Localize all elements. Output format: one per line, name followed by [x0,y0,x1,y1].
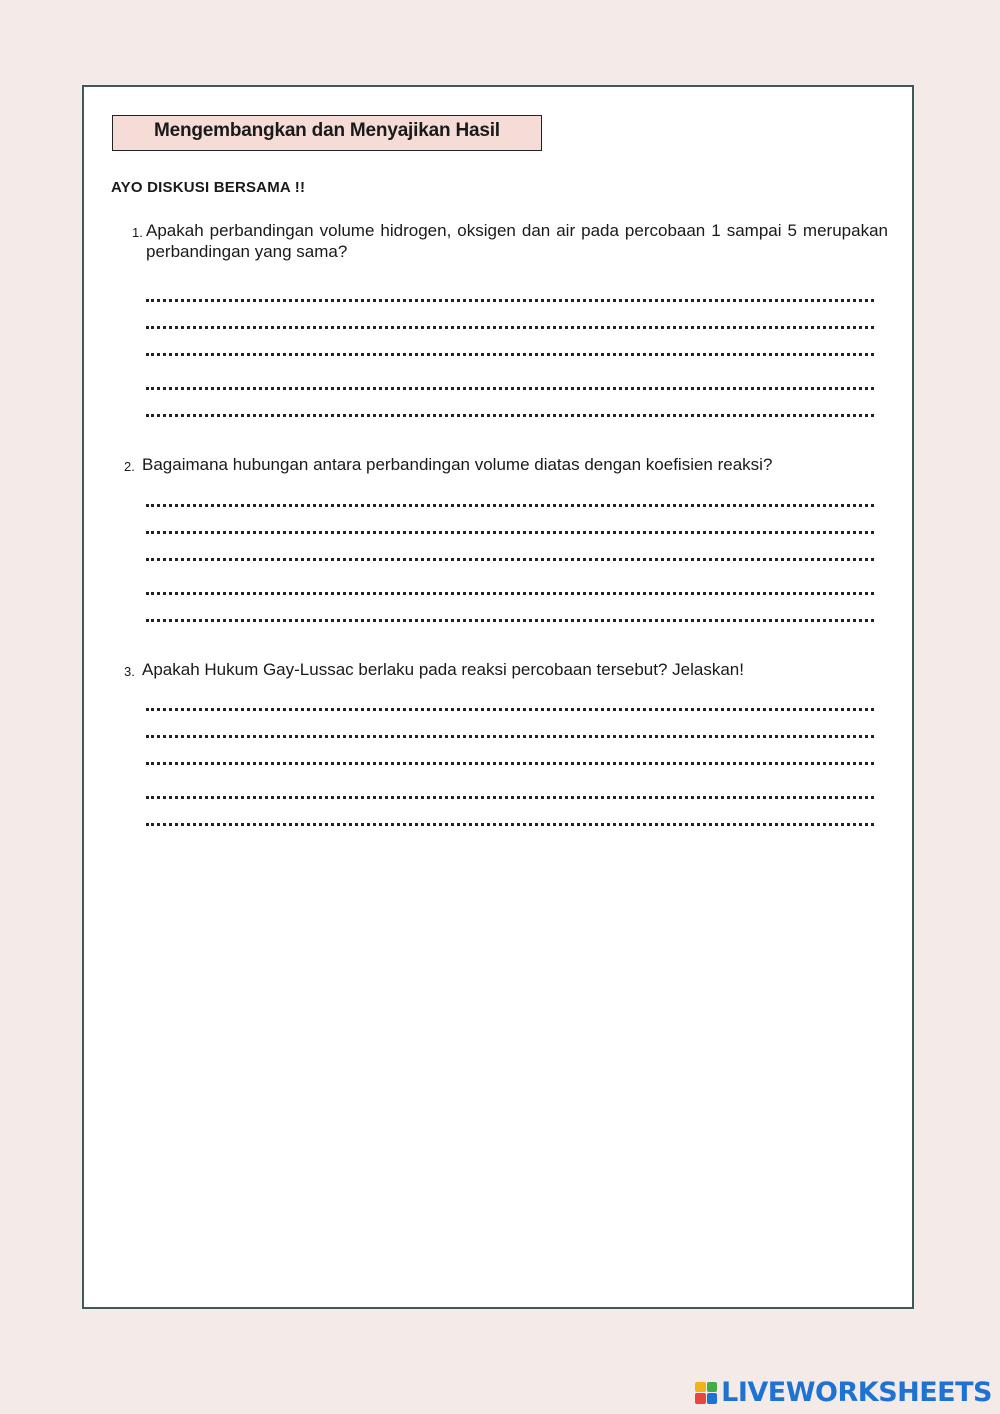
answer-line[interactable] [146,588,874,595]
answer-lines-3[interactable] [146,704,874,826]
answer-line[interactable] [146,322,874,329]
answer-line[interactable] [146,615,874,622]
answer-line[interactable] [146,704,874,711]
discussion-heading: AYO DISKUSI BERSAMA !! [111,179,306,196]
liveworksheets-logo-icon [695,1382,717,1404]
question-2-text: Bagaimana hubungan antara perbandingan volume diatas dengan koefisien reaksi? [142,455,773,474]
answer-line[interactable] [146,792,874,799]
question-1-number: 1. [132,225,143,240]
answer-line[interactable] [146,527,874,534]
question-3 [124,659,884,680]
question-3-text: Apakah Hukum Gay-Lussac berlaku pada reaksi percobaan tersebut? Jelaskan! [142,660,744,679]
answer-line[interactable] [146,731,874,738]
liveworksheets-brand[interactable] [695,1377,992,1408]
section-title: Mengembangkan dan Menyajikan Hasil [112,115,542,151]
answer-line[interactable] [146,758,874,765]
logo-square-red [695,1393,706,1404]
question-2 [124,454,884,475]
answer-line[interactable] [146,500,874,507]
answer-line[interactable] [146,349,874,356]
answer-line[interactable] [146,295,874,302]
worksheet-page [82,85,914,1309]
logo-square-yellow [695,1382,706,1393]
question-1-text: Apakah perbandingan volume hidrogen, oksigen dan air pada percobaan 1 sampai 5 merupakan perbandingan yang sama? [146,221,888,261]
logo-square-green [707,1382,718,1393]
answer-lines-2[interactable] [146,500,874,622]
question-3-number: 3. [124,664,135,679]
logo-square-blue [707,1393,718,1404]
brand-name: LIVEWORKSHEETS [721,1377,992,1408]
answer-line[interactable] [146,554,874,561]
answer-line[interactable] [146,819,874,826]
answer-line[interactable] [146,383,874,390]
question-2-number: 2. [124,459,135,474]
question-1 [132,220,888,262]
answer-lines-1[interactable] [146,295,874,417]
answer-line[interactable] [146,410,874,417]
